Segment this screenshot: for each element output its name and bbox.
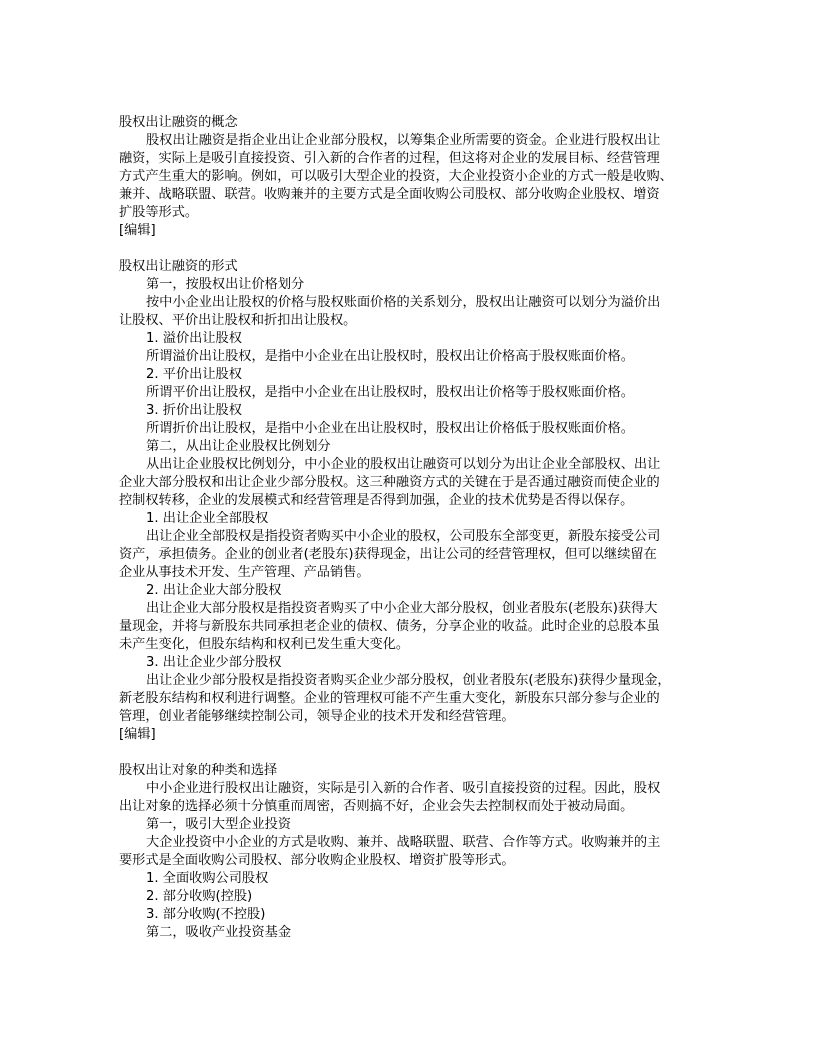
paragraph-line: 2. 出让企业大部分股权 [146, 583, 282, 598]
paragraph-line: 所谓折价出让股权，是指中小企业在出让股权时，股权出让价格低于股权账面价格。 [146, 421, 634, 436]
paragraph-line: 要形式是全面收购公司股权、部分收购企业股权、增资扩股等形式。 [119, 853, 515, 868]
paragraph-line: 企业从事技术开发、生产管理、产品销售。 [119, 565, 370, 580]
paragraph-line: 1. 溢价出让股权 [146, 331, 242, 346]
paragraph-line: 2. 部分收购(控股) [146, 889, 253, 904]
paragraph-line: 新老股东结构和权利进行调整。企业的管理权可能不产生重大变化，新股东只部分参与企业的 [119, 691, 660, 706]
section-heading: 股权出让融资的形式 [119, 259, 238, 274]
paragraph-line: 出让对象的选择必须十分慎重而周密，否则搞不好，企业会失去控制权而处于被动局面。 [119, 799, 634, 814]
edit-link[interactable]: [编辑] [119, 223, 156, 238]
paragraph-line: 股权出让融资是指企业出让企业部分股权，以筹集企业所需要的资金。企业进行股权出让 [146, 133, 661, 148]
paragraph-line: 3. 出让企业少部分股权 [146, 655, 282, 670]
section [119, 762, 699, 942]
paragraph-line: 中小企业进行股权出让融资，实际是引入新的合作者、吸引直接投资的过程。因此，股权 [146, 781, 661, 796]
paragraph-line: 兼并、战略联盟、联营。收购兼并的主要方式是全面收购公司股权、部分收购企业股权、增资 [119, 187, 660, 202]
paragraph-line: 量现金，并将与新股东共同承担老企业的债权、债务，分享企业的收益。此时企业的总股本虽 [119, 619, 660, 634]
paragraph-line: 1. 出让企业全部股权 [146, 511, 269, 526]
paragraph-line: 扩股等形式。 [119, 205, 199, 220]
paragraph-line: 所谓平价出让股权，是指中小企业在出让股权时，股权出让价格等于股权账面价格。 [146, 385, 634, 400]
paragraph-line: 3. 折价出让股权 [146, 403, 242, 418]
paragraph-line: 企业大部分股权和出让企业少部分股权。这三种融资方式的关键在于是否通过融资而使企业的 [119, 475, 660, 490]
paragraph-line: 方式产生重大的影响。例如，可以吸引大型企业的投资，大企业投资小企业的方式一般是收购、 [119, 169, 673, 184]
paragraph-line: 所谓溢价出让股权，是指中小企业在出让股权时，股权出让价格高于股权账面价格。 [146, 349, 634, 364]
paragraph-line: 第一，按股权出让价格划分 [146, 277, 305, 292]
section-heading: 股权出让对象的种类和选择 [119, 763, 278, 778]
paragraph-line: 融资，实际上是吸引直接投资、引入新的合作者的过程，但这将对企业的发展目标、经营管理 [119, 151, 660, 166]
edit-link[interactable]: [编辑] [119, 727, 156, 742]
section-spacer [119, 744, 699, 762]
paragraph-line: 未产生变化，但股东结构和权利已发生重大变化。 [119, 637, 410, 652]
paragraph-line: 出让企业全部股权是指投资者购买中小企业的股权，公司股东全部变更，新股东接受公司 [146, 529, 661, 544]
paragraph-line: 3. 部分收购(不控股) [146, 907, 266, 922]
section-spacer [119, 240, 699, 258]
paragraph-line: 资产，承担债务。企业的创业者(老股东)获得现金，出让公司的经营管理权，但可以继续留在 [119, 547, 657, 562]
paragraph-line: 第一，吸引大型企业投资 [146, 817, 292, 832]
paragraph-line: 出让企业大部分股权是指投资者购买了中小企业大部分股权，创业者股东(老股东)获得大 [146, 601, 658, 616]
paragraph-line: 第二，吸收产业投资基金 [146, 925, 292, 940]
paragraph-line: 1. 全面收购公司股权 [146, 871, 269, 886]
section-heading: 股权出让融资的概念 [119, 115, 238, 130]
section [119, 258, 699, 762]
paragraph-line: 管理，创业者能够继续控制公司，领导企业的技术开发和经营管理。 [119, 709, 515, 724]
paragraph-line: 从出让企业股权比例划分，中小企业的股权出让融资可以划分为出让企业全部股权、出让 [146, 457, 661, 472]
document-body [119, 114, 699, 942]
paragraph-line: 按中小企业出让股权的价格与股权账面价格的关系划分，股权出让融资可以划分为溢价出 [146, 295, 661, 310]
paragraph-line: 2. 平价出让股权 [146, 367, 242, 382]
paragraph-line: 第二，从出让企业股权比例划分 [146, 439, 331, 454]
paragraph-line: 出让企业少部分股权是指投资者购买企业少部分股权，创业者股东(老股东)获得少量现金， [146, 673, 671, 688]
paragraph-line: 控制权转移，企业的发展模式和经营管理是否得到加强，企业的技术优势是否得以保存。 [119, 493, 634, 508]
paragraph-line: 让股权、平价出让股权和折扣出让股权。 [119, 313, 357, 328]
section [119, 114, 699, 258]
paragraph-line: 大企业投资中小企业的方式是收购、兼并、战略联盟、联营、合作等方式。收购兼并的主 [146, 835, 661, 850]
